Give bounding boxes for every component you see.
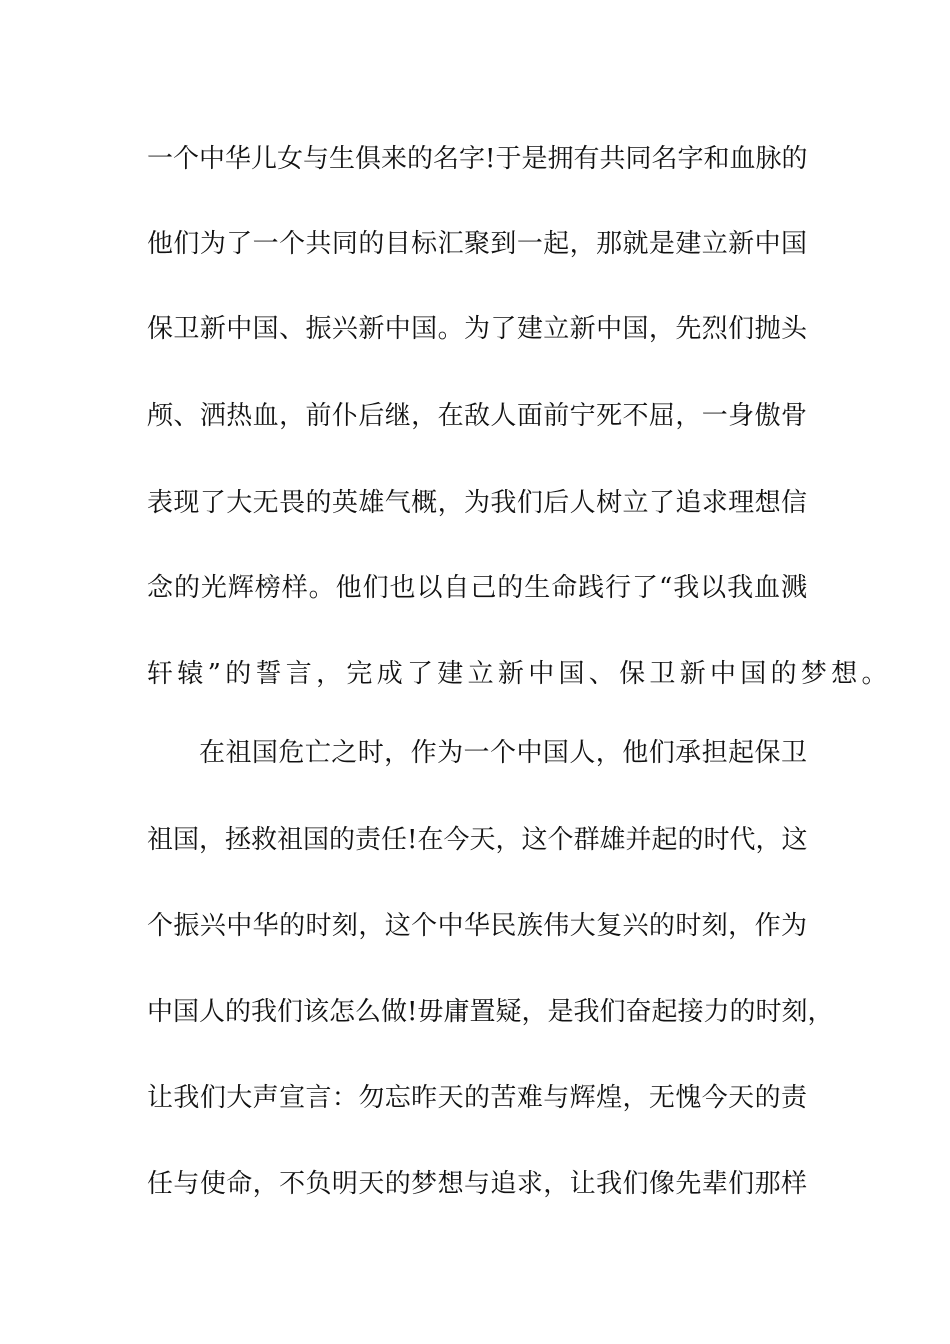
text-line: 保卫新中国、振兴新中国。为了建立新中国，先烈们抛头 bbox=[147, 314, 807, 344]
text-line: 表现了大无畏的英雄气概，为我们后人树立了追求理想信 bbox=[147, 488, 807, 518]
text-line: 他们为了一个共同的目标汇聚到一起，那就是建立新中国 bbox=[147, 229, 807, 259]
text-line: 念的光辉榜样。他们也以自己的生命践行了“我以我血溅 bbox=[147, 573, 807, 603]
text-line: 祖国，拯救祖国的责任!在今天，这个群雄并起的时代，这 bbox=[147, 825, 808, 855]
text-line: 中国人的我们该怎么做!毋庸置疑，是我们奋起接力的时刻， bbox=[147, 997, 834, 1027]
text-line: 一个中华儿女与生俱来的名字!于是拥有共同名字和血脉的 bbox=[147, 144, 808, 174]
paragraph-first-line: 在祖国危亡之时，作为一个中国人，他们承担起保卫 bbox=[199, 738, 807, 768]
text-line: 颅、洒热血，前仆后继，在敌人面前宁死不屈，一身傲骨 bbox=[147, 401, 807, 431]
text-line: 个振兴中华的时刻，这个中华民族伟大复兴的时刻，作为 bbox=[147, 911, 807, 941]
text-line: 任与使命，不负明天的梦想与追求，让我们像先辈们那样 bbox=[147, 1169, 807, 1199]
text-line: 让我们大声宣言：勿忘昨天的苦难与辉煌，无愧今天的责 bbox=[147, 1083, 807, 1113]
text-line: 轩辕”的誓言，完成了建立新中国、保卫新中国的梦想。 bbox=[147, 659, 892, 689]
